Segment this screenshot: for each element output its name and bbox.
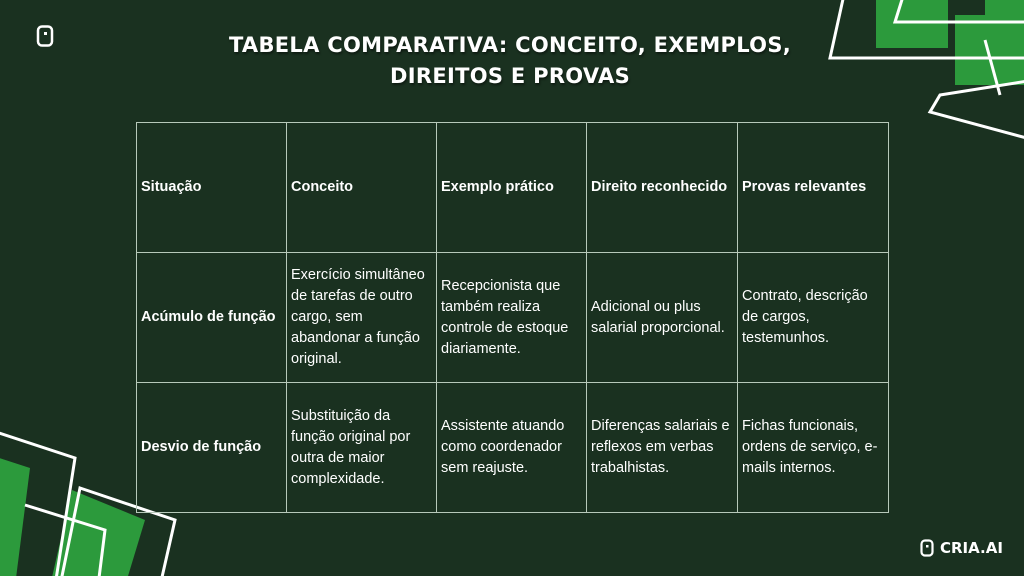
brand-name: CRIA.AI <box>940 539 1003 557</box>
cell-evidence: Contrato, descrição de cargos, testemunhos. <box>738 253 889 383</box>
title-line-2: DIREITOS E PROVAS <box>390 64 630 88</box>
cria-logo-icon <box>920 539 934 557</box>
header-conceito: Conceito <box>287 123 437 253</box>
cria-logo-icon <box>36 25 54 47</box>
cell-concept: Exercício simultâneo de tarefas de outro cargo, sem abandonar a função original. <box>287 253 437 383</box>
comparison-table <box>136 122 889 513</box>
header-direito: Direito reconhecido <box>587 123 738 253</box>
cell-evidence: Fichas funcionais, ordens de serviço, e-mails internos. <box>738 383 889 513</box>
cell-right: Diferenças salariais e reflexos em verbas trabalhistas. <box>587 383 738 513</box>
cell-situation: Acúmulo de função <box>137 253 287 383</box>
header-exemplo: Exemplo prático <box>437 123 587 253</box>
page-title <box>150 30 870 92</box>
brand-logo <box>920 539 1003 557</box>
deco-square <box>955 15 1024 85</box>
table-header-row <box>137 123 889 253</box>
deco-square <box>876 0 948 48</box>
table-row <box>137 253 889 383</box>
cell-right: Adicional ou plus salarial proporcional. <box>587 253 738 383</box>
title-line-1: TABELA COMPARATIVA: CONCEITO, EXEMPLOS, <box>228 33 792 57</box>
cell-example: Recepcionista que também realiza controle de estoque diariamente. <box>437 253 587 383</box>
cell-situation: Desvio de função <box>137 383 287 513</box>
cell-example: Assistente atuando como coordenador sem reajuste. <box>437 383 587 513</box>
cell-concept: Substituição da função original por outra de maior complexidade. <box>287 383 437 513</box>
deco-outline <box>930 80 1024 140</box>
deco-square <box>0 455 30 576</box>
table-row <box>137 383 889 513</box>
header-situacao: Situação <box>137 123 287 253</box>
header-provas: Provas relevantes <box>738 123 889 253</box>
